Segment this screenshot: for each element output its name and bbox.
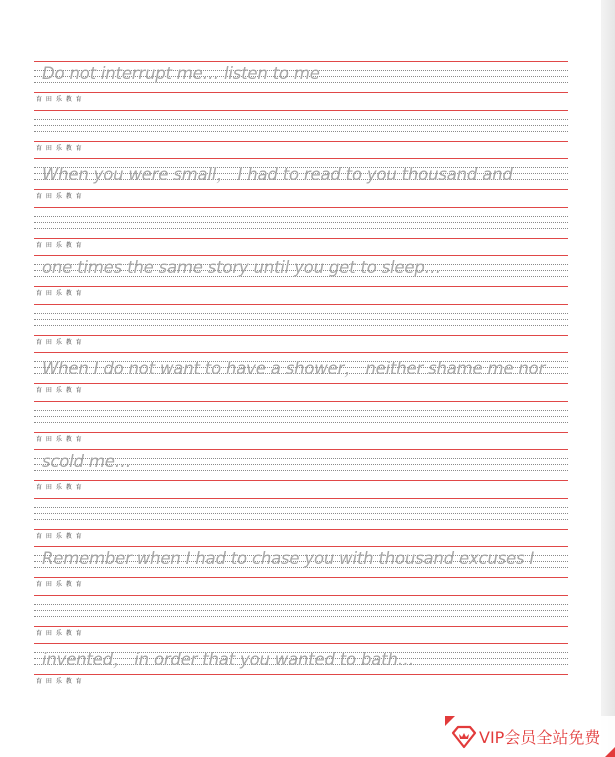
watermark-label: 育 田 乐 教 育 [36, 630, 83, 637]
red-rule-line [34, 238, 568, 239]
writing-band [34, 546, 568, 579]
dotted-guide-line [34, 513, 568, 514]
writing-band [34, 498, 568, 531]
writing-band [34, 255, 568, 288]
writing-band [34, 449, 568, 482]
dotted-guide-line [34, 616, 568, 617]
watermark-label: 育 田 乐 教 育 [36, 193, 83, 200]
red-rule-line [34, 577, 568, 578]
dotted-guide-line [34, 507, 568, 508]
dotted-guide-line [34, 519, 568, 520]
watermark-label: 育 田 乐 教 育 [36, 533, 83, 540]
watermark-label: 育 田 乐 教 育 [36, 242, 83, 249]
writing-band [34, 401, 568, 434]
trace-text: When I do not want to have a shower， neither shame me nor [42, 359, 546, 378]
dotted-guide-line [34, 125, 568, 126]
writing-band [34, 158, 568, 191]
red-rule-line [34, 110, 568, 111]
writing-band [34, 643, 568, 676]
dotted-guide-line [34, 216, 568, 217]
diamond-crown-icon [451, 724, 477, 750]
trace-text: one times the same story until you get to sleep… [42, 258, 441, 277]
red-rule-line [34, 643, 568, 644]
watermark-label: 育 田 乐 教 育 [36, 581, 83, 588]
trace-text: invented， in order that you wanted to bath… [42, 650, 415, 669]
watermark-label: 育 田 乐 教 育 [36, 96, 83, 103]
dotted-guide-line [34, 131, 568, 132]
watermark-label: 育 田 乐 教 育 [36, 290, 83, 297]
red-rule-line [34, 432, 568, 433]
watermark-label: 育 田 乐 教 育 [36, 145, 83, 152]
red-rule-line [34, 546, 568, 547]
red-rule-line [34, 61, 568, 62]
red-rule-line [34, 286, 568, 287]
trace-text: Remember when I had to chase you with thousand excuses I [42, 549, 535, 568]
writing-band [34, 304, 568, 337]
vip-badge-label: VIP会员全站免费 [479, 728, 601, 747]
writing-band [34, 595, 568, 628]
red-rule-line [34, 449, 568, 450]
dotted-guide-line [34, 228, 568, 229]
red-rule-line [34, 141, 568, 142]
dotted-guide-line [34, 119, 568, 120]
badge-corner [445, 716, 455, 726]
watermark-label: 育 田 乐 教 育 [36, 436, 83, 443]
trace-text: When you were small， I had to read to you thousand and [42, 165, 513, 184]
trace-text: scold me… [42, 452, 131, 471]
red-rule-line [34, 401, 568, 402]
watermark-label: 育 田 乐 教 育 [36, 387, 83, 394]
page-edge [601, 0, 615, 757]
dotted-guide-line [34, 319, 568, 320]
dotted-guide-line [34, 422, 568, 423]
red-rule-line [34, 498, 568, 499]
red-rule-line [34, 189, 568, 190]
writing-band [34, 61, 568, 94]
dotted-guide-line [34, 222, 568, 223]
writing-band [34, 207, 568, 240]
dotted-guide-line [34, 610, 568, 611]
red-rule-line [34, 335, 568, 336]
red-rule-line [34, 595, 568, 596]
dotted-guide-line [34, 325, 568, 326]
dotted-guide-line [34, 410, 568, 411]
writing-band [34, 352, 568, 385]
watermark-label: 育 田 乐 教 育 [36, 678, 83, 685]
red-rule-line [34, 529, 568, 530]
red-rule-line [34, 207, 568, 208]
red-rule-line [34, 255, 568, 256]
dotted-guide-line [34, 604, 568, 605]
writing-band [34, 110, 568, 143]
red-rule-line [34, 383, 568, 384]
dotted-guide-line [34, 313, 568, 314]
red-rule-line [34, 352, 568, 353]
dotted-guide-line [34, 416, 568, 417]
red-rule-line [34, 674, 568, 675]
vip-badge[interactable] [445, 716, 615, 757]
watermark-label: 育 田 乐 教 育 [36, 484, 83, 491]
red-rule-line [34, 626, 568, 627]
trace-text: Do not interrupt me… listen to me [42, 64, 320, 83]
red-rule-line [34, 92, 568, 93]
badge-corner [605, 747, 615, 757]
watermark-label: 育 田 乐 教 育 [36, 339, 83, 346]
red-rule-line [34, 480, 568, 481]
red-rule-line [34, 304, 568, 305]
red-rule-line [34, 158, 568, 159]
